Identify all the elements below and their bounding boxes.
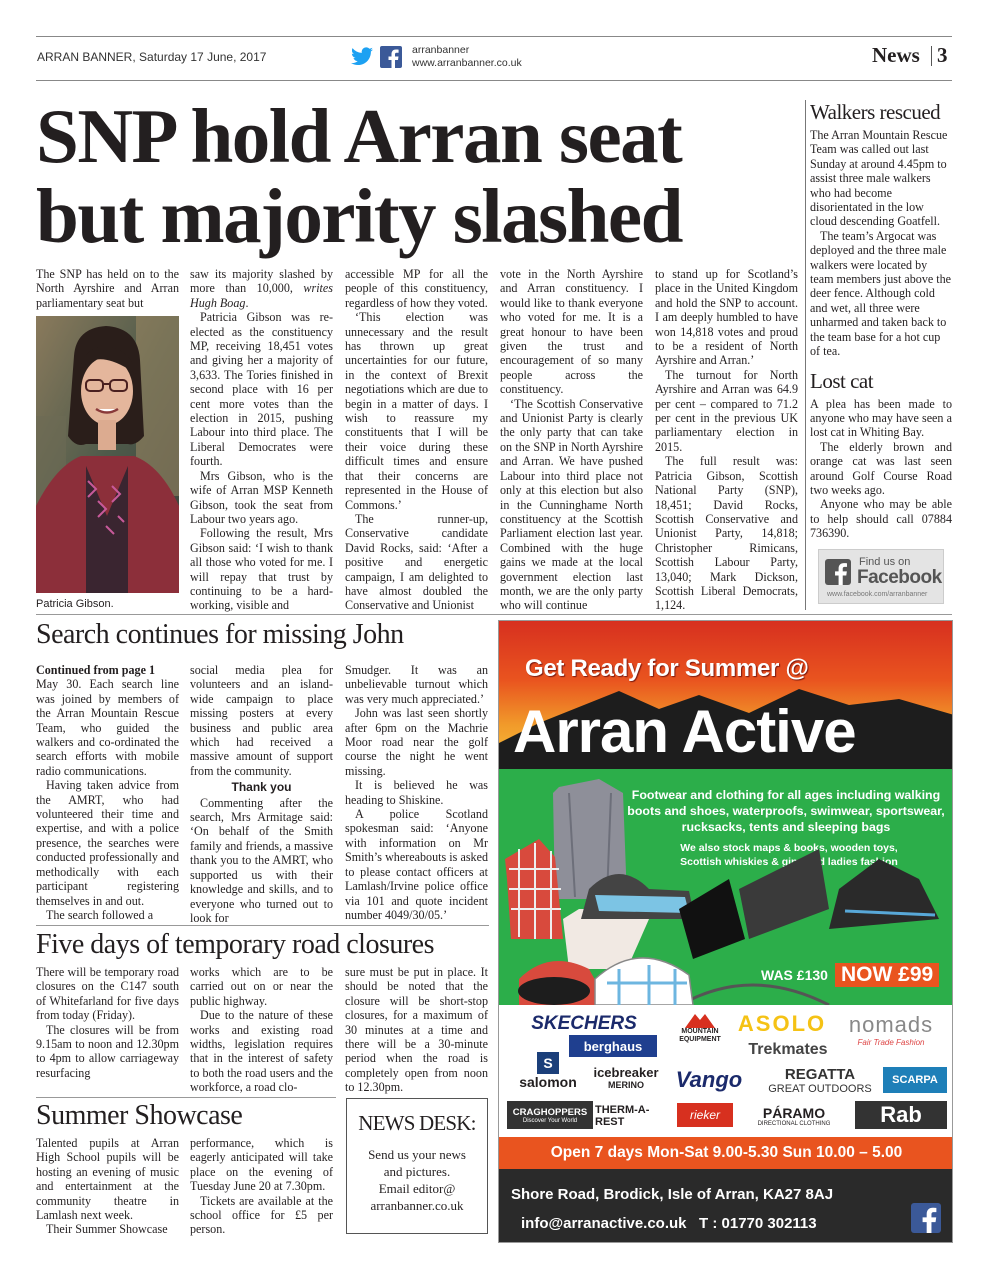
cat-p1: A plea has been made to anyone who may have seen a lost cat in Whiting Bay. <box>810 396 952 440</box>
paramo-text: PÁRAMO <box>762 1105 826 1121</box>
lead-col2-p4: Following the result, Mrs Gibson said: ‘I wish to thank all those who voted for me. I will repay that trust by continuing to be a hard-working, visible and <box>190 526 333 613</box>
regatta-text: REGATTA <box>784 1065 856 1083</box>
icebreaker-text: icebreaker <box>593 1064 659 1080</box>
facebook-box[interactable] <box>818 549 944 604</box>
roads-col2 <box>190 965 333 1095</box>
john-col1-p2: Having taken advice from the AMRT, who had volunteered their time and expertise, and with a police presence, the searches were conducted professionally and methodically with each participant registering themselves in and out. <box>36 778 179 908</box>
showcase-col2 <box>190 1136 333 1237</box>
roads-col2-p2: Due to the nature of these works and existing road widths, legislation requires that in the interest of safety to both the road users and the workforce, a road clo- <box>190 1008 333 1095</box>
mountain-text: MOUNTAIN EQUIPMENT <box>679 1028 721 1043</box>
ad-contact[interactable]: info@arranactive.co.uk T : 01770 302113 <box>521 1215 817 1232</box>
lead-col5-p2: The turnout for North Ayrshire and Arran was 64.9 per cent – compared to 71.2 per cent in the previous UK parliamentary election in 2015. <box>655 367 798 454</box>
continued-label: Continued from page 1 <box>36 663 156 677</box>
arran-active-ad[interactable] <box>498 620 953 1243</box>
john-col1 <box>36 663 179 922</box>
showcase-headline: Summer Showcase <box>36 1100 243 1131</box>
john-col2 <box>190 663 333 925</box>
roads-col1-p1: There will be temporary road closures on the C147 south of Whitefarland for five days from today (Friday). <box>36 965 179 1023</box>
lead-col2-p1: saw its majority slashed by more than 10,000, writes Hugh Boag. <box>190 267 333 310</box>
facebook-name: Facebook <box>857 567 942 588</box>
facebook-box-icon <box>825 559 851 585</box>
rab-logo: Rab <box>855 1101 947 1129</box>
mountain-icon <box>685 1012 715 1028</box>
headline-line1: SNP hold Arran seat <box>36 93 682 179</box>
paramo-logo <box>737 1103 851 1129</box>
price-was: WAS £130 <box>761 967 828 983</box>
news-desk-line1: Send us your news <box>368 1147 466 1162</box>
news-desk-line4[interactable]: arranbanner.co.uk <box>370 1198 464 1213</box>
walkers-p1: The Arran Mountain Rescue Team was called out last Sunday at around 4.45pm to assist three male walkers who had become disorientated in the low cloud descending Goatfell. <box>810 128 948 229</box>
john-col1-p3: The search followed a <box>46 907 154 922</box>
salomon-logo <box>507 1049 589 1093</box>
page-number: 3 <box>937 43 948 67</box>
john-col1-first <box>36 663 179 677</box>
lead-col3-p3: The runner-up, Conservative candidate David Rocks, said: ‘After a positive and energetic campaign, I am delighted to have almost doubled the Conservative and Unionist <box>345 511 488 613</box>
showcase-col1-p1: Talented pupils at Arran High School pupils will be hosting an evening of music and entertainment at the community theatre in Lamlash next week. <box>36 1136 179 1223</box>
walkers-headline: Walkers rescued <box>810 100 941 124</box>
ad-brand: Arran Active <box>513 698 856 765</box>
nomads-text: nomads <box>848 1011 934 1037</box>
scarpa-logo: SCARPA <box>883 1067 947 1093</box>
lead-col1 <box>36 267 179 310</box>
section-label: News <box>872 43 920 67</box>
section-divider <box>931 46 932 66</box>
john-col3 <box>345 663 488 922</box>
john-col3-p4: A police Scotland spokesman said: ‘Anyone with information on Mr Smith’s whereabouts is asked to please contact officers at Lamlash/Irvine police office via 101 and quote incident number 4049/30/05.’ <box>345 807 488 922</box>
showcase-col1 <box>36 1136 179 1237</box>
lead-col4-p2: ‘The Scottish Conservative and Unionist Party is clearly the only party that can take on the SNP in North Ayrshire and Arran. We have pushed Labour into third place not only at this election but also in the Cunninghame North constituency at the Scottish Parliament election last year. Combined with the huge gains we made at the local government election last month, we are the only party who will continue <box>500 396 643 613</box>
showcase-col2-p1: performance, which is eagerly anticipated will take place on the evening of Tuesday June 20 at 7.30pm. <box>190 1136 333 1194</box>
ad-facebook-icon[interactable] <box>911 1203 941 1233</box>
salomon-icon: S <box>537 1052 559 1074</box>
john-col3-p2: John was last seen shortly after 6pm on the Machrie Moor road near the golf course the night he went missing. <box>345 706 488 778</box>
top-rule <box>36 36 952 37</box>
showcase-col1-p2: Their Summer Showcase <box>46 1222 168 1237</box>
patricia-gibson-photo <box>36 316 179 593</box>
facebook-find: Find us on <box>859 556 911 568</box>
lead-col2-p3: Mrs Gibson, who is the wife of Arran MSP Kenneth Gibson, took the seat from Labour two years ago. <box>190 468 333 526</box>
skechers-logo: SKECHERS <box>531 1013 637 1034</box>
roads-bottom-rule <box>36 1097 336 1098</box>
merino-text: MERINO <box>608 1079 644 1090</box>
lead-col3-p1: accessible MP for all the people of this constituency, regardless of how they voted. <box>345 267 488 310</box>
roads-col3 <box>345 965 488 1095</box>
asolo-logo: ASOLO <box>737 1011 827 1036</box>
trekmates-logo: Trekmates <box>748 1041 828 1058</box>
lead-col3 <box>345 267 488 613</box>
ad-hours: Open 7 days Mon-Sat 9.00-5.30 Sun 10.00 – 5.00 <box>499 1137 953 1169</box>
regatta-logo <box>761 1063 879 1097</box>
regatta-sub: GREAT OUTDOORS <box>768 1082 872 1095</box>
roads-col1-p2: The closures will be from 9.15am to noon and 12.30pm to 4pm to allow carriageway resurfacing <box>36 1022 179 1080</box>
byline: writes Hugh Boag <box>190 281 333 310</box>
twitter-icon[interactable] <box>350 46 374 68</box>
headline-line2: but majority slashed <box>36 173 682 259</box>
lead-col5-p1: to stand up for Scotland’s place in the United Kingdom and hold the SNP to account. I am deeply humbled to have won 14,818 votes and proud to be a resident of North Ayrshire and Arran.’ <box>655 267 798 368</box>
social-handle: arranbanner <box>412 44 470 56</box>
sidebar-divider <box>805 100 806 610</box>
lead-col5 <box>655 267 798 613</box>
news-desk-line2: and pictures. <box>383 1164 451 1179</box>
john-col3-p3: It is believed he was heading to Shiskine. <box>345 778 488 807</box>
rieker-logo: rieker <box>677 1103 733 1127</box>
john-col2-p2: Commenting after the search, Mrs Armitage said: ‘On behalf of the Smith family and friends, a massive thank you to the AMRT, who supported us with their knowledge and skills, and to everyone who turned out to look for <box>190 795 333 925</box>
lead-intro: The SNP has held on to the North Ayrshire and Arran parliamentary seat but <box>36 267 179 310</box>
vango-logo: Vango <box>675 1067 743 1092</box>
cat-p2: The elderly brown and orange cat was last seen around Golf Course Road two weeks ago. <box>810 439 952 497</box>
lead-bottom-rule <box>36 614 952 615</box>
john-headline: Search continues for missing John <box>36 619 404 650</box>
roads-col3-p1: sure must be put in place. It should be noted that the closure will be short-stop closures, for a maximum of 30 minutes at a time and there will be a 30-minute period when the road is completely open from noon to 12.30pm. <box>345 965 488 1095</box>
walkers-p2: The team’s Argocat was deployed and the three male walkers were located by team members just above the deer fence. Although cold and wet, all three were unharmed and taken back to the team base for a hot cup of tea. <box>810 228 952 359</box>
facebook-icon[interactable] <box>380 46 402 68</box>
website[interactable]: www.arranbanner.co.uk <box>412 57 522 69</box>
roads-col2-p1: works which are to be carried out on or near the public highway. <box>190 965 333 1008</box>
john-col1-p1: May 30. Each search line was joined by members of the Arran Mountain Rescue Team, who guided the walkers and co-ordinated the search efforts with mobile radio communications. <box>36 677 179 778</box>
salomon-text: salomon <box>519 1074 577 1090</box>
paramo-sub: DIRECTIONAL CLOTHING <box>757 1121 831 1127</box>
lead-headline <box>36 95 796 257</box>
ad-description: Footwear and clothing for all ages including walking boots and shoes, waterproofs, swimwear, sportswear, rucksacks, tents and sleeping bags <box>627 788 945 834</box>
ad-description-2: We also stock maps & books, wooden toys, Scottish whiskies & gins and ladies fashion <box>680 842 898 868</box>
ad-tagline: Get Ready for Summer @ <box>525 655 809 682</box>
john-col2-p1: social media plea for volunteers and an island-wide campaign to place missing posters at every business and public area which had received a massive amount of support from the community. <box>190 663 333 778</box>
roads-col1 <box>36 965 179 1080</box>
john-bottom-rule <box>36 925 489 926</box>
thermarest-logo: THERM-A-REST <box>595 1104 650 1128</box>
ad-address: Shore Road, Brodick, Isle of Arran, KA27 8AJ <box>511 1186 834 1203</box>
facebook-url: www.facebook.com/arranbanner <box>827 591 928 598</box>
mountain-equipment-logo <box>663 1009 737 1047</box>
news-desk-line3[interactable]: Email editor@ <box>378 1181 456 1196</box>
john-col3-p1: Smudger. It was an unbelievable turnout which was very much appreciated.’ <box>345 663 488 706</box>
icebreaker-logo <box>587 1057 665 1097</box>
lead-col4-p1: vote in the North Ayrshire and Arran constituency. I would like to thank everyone who voted for me. It is a great honour to have been given the trust and encouragement of so many people across the constituency. <box>500 267 643 397</box>
lost-cat-headline: Lost cat <box>810 368 874 393</box>
sidebar <box>810 100 952 541</box>
news-desk-box <box>346 1098 488 1234</box>
price-now: NOW £99 <box>835 963 939 987</box>
paper-date: ARRAN BANNER, Saturday 17 June, 2017 <box>37 50 267 64</box>
news-desk-body <box>347 1146 487 1214</box>
lead-col2-p2: Patricia Gibson was re-elected as the constituency MP, receiving 18,451 votes and giving her a majority of 3,633. The Tories finished in second place with 16 per cent more votes than the election in 2015, pushing Labour into third place. The Liberal Democrates were fourth. <box>190 310 333 469</box>
lead-col5-p3: The full result was: Patricia Gibson, Scottish National Party (SNP), 18,451; David Rocks, Scottish Conservative and Unionist Party, 14,818; Christopher Rimicans, Scottish Labour Party, 13,040; Mark Dickson, Scottish Liberal Democrats, 1,124. <box>655 454 798 613</box>
craghoppers-text: CRAGHOPPERS <box>512 1106 588 1118</box>
masthead-rule <box>36 80 952 81</box>
cat-p3: Anyone who may be able to help should call 07884 736390. <box>810 497 952 541</box>
craghoppers-logo <box>507 1101 593 1129</box>
news-desk-title: NEWS DESK: <box>358 1111 476 1135</box>
lead-col2 <box>190 267 333 613</box>
nomads-sub: Fair Trade Fashion <box>857 1037 925 1047</box>
roads-headline: Five days of temporary road closures <box>36 929 434 960</box>
showcase-col2-p2: Tickets are available at the school office for £5 per person. <box>190 1193 333 1237</box>
lead-col4 <box>500 267 643 613</box>
thank-you-subhead: Thank you <box>231 780 292 795</box>
berghaus-logo: berghaus <box>569 1035 657 1057</box>
nomads-logo <box>831 1009 951 1049</box>
craghoppers-sub: Discover Your World <box>522 1117 578 1124</box>
lead-col3-p2: ‘This election was unnecessary and the result has thrown up great uncertainties for our future, in the context of Brexit negotiations which are due to begin in a matter of days. I wish to reassure my constituents that I will be their voice during these difficult times and ensure that their concerns are represented in the House of Commons.’ <box>345 310 488 512</box>
photo-caption: Patricia Gibson. <box>36 598 114 610</box>
